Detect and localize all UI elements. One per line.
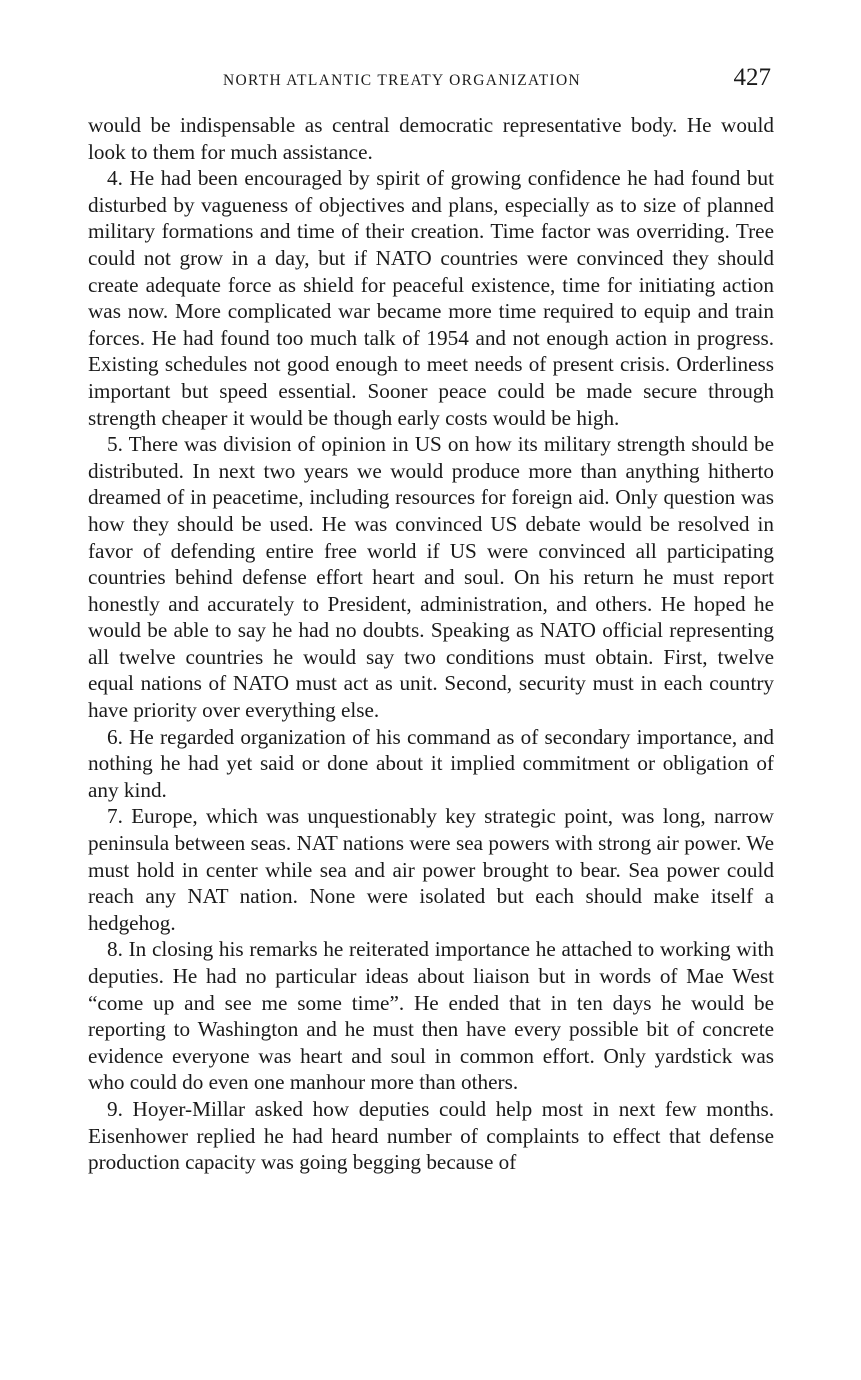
page-number: 427 <box>733 64 771 91</box>
paragraph-6: 6. He regarded organization of his command as of secondary importance, and nothing he had yet said or done about it implied commitment or obligation of any kind. <box>88 724 774 802</box>
running-head <box>88 64 771 100</box>
running-title: NORTH ATLANTIC TREATY ORGANIZATION <box>223 72 581 89</box>
paragraph-4: 4. He had been encouraged by spirit of growing confidence he had found but disturbed by vagueness of objectives and plans, especially as to size of planned military formations and time of their creation. Time factor was overriding. Tree could not grow in a day, but if NATO countries were convinced they should create adequate force as shield for peaceful existence, time for initiating action was now. More complicated war became more time required to equip and train forces. He had found too much talk of 1954 and not enough action in progress. Existing schedules not good enough to meet needs of present crisis. Orderliness important but speed essential. Sooner peace could be made secure through strength cheaper it would be though early costs would be high. <box>88 166 774 430</box>
paragraph-continued: would be indispensable as central democratic representative body. He would look to them for much assistance. <box>88 113 774 164</box>
paragraph-5: 5. There was division of opinion in US on how its military strength should be distributed. In next two years we would produce more than anything hitherto dreamed of in peacetime, including resources for foreign aid. Only question was how they should be used. He was convinced US debate would be resolved in favor of defending entire free world if US were convinced all participating countries behind defense effort heart and soul. On his return he must report honestly and accurately to President, administration, and others. He hoped he would be able to say he had no doubts. Speaking as NATO official representing all twelve countries he would say two conditions must obtain. First, twelve equal nations of NATO must act as unit. Second, security must in each country have priority over everything else. <box>88 432 774 723</box>
body-text <box>88 112 774 1176</box>
paragraph-7: 7. Europe, which was unquestionably key strategic point, was long, narrow peninsula between seas. NAT nations were sea powers with strong air power. We must hold in center while sea and air power brought to bear. Sea power could reach any NAT nation. None were isolated but each should make itself a hedgehog. <box>88 804 774 935</box>
paragraph-8: 8. In closing his remarks he reiterated importance he attached to working with deputies. He had no particular ideas about liaison but in words of Mae West “come up and see me some time”. He ended that in ten days he would be reporting to Washington and he must then have every possible bit of concrete evidence everyone was heart and soul in common effort. Only yardstick was who could do even one manhour more than others. <box>88 937 774 1095</box>
paragraph-9: 9. Hoyer-Millar asked how deputies could help most in next few months. Eisenhower replied he had heard number of complaints to effect that defense production capacity was going begging because of <box>88 1096 774 1175</box>
